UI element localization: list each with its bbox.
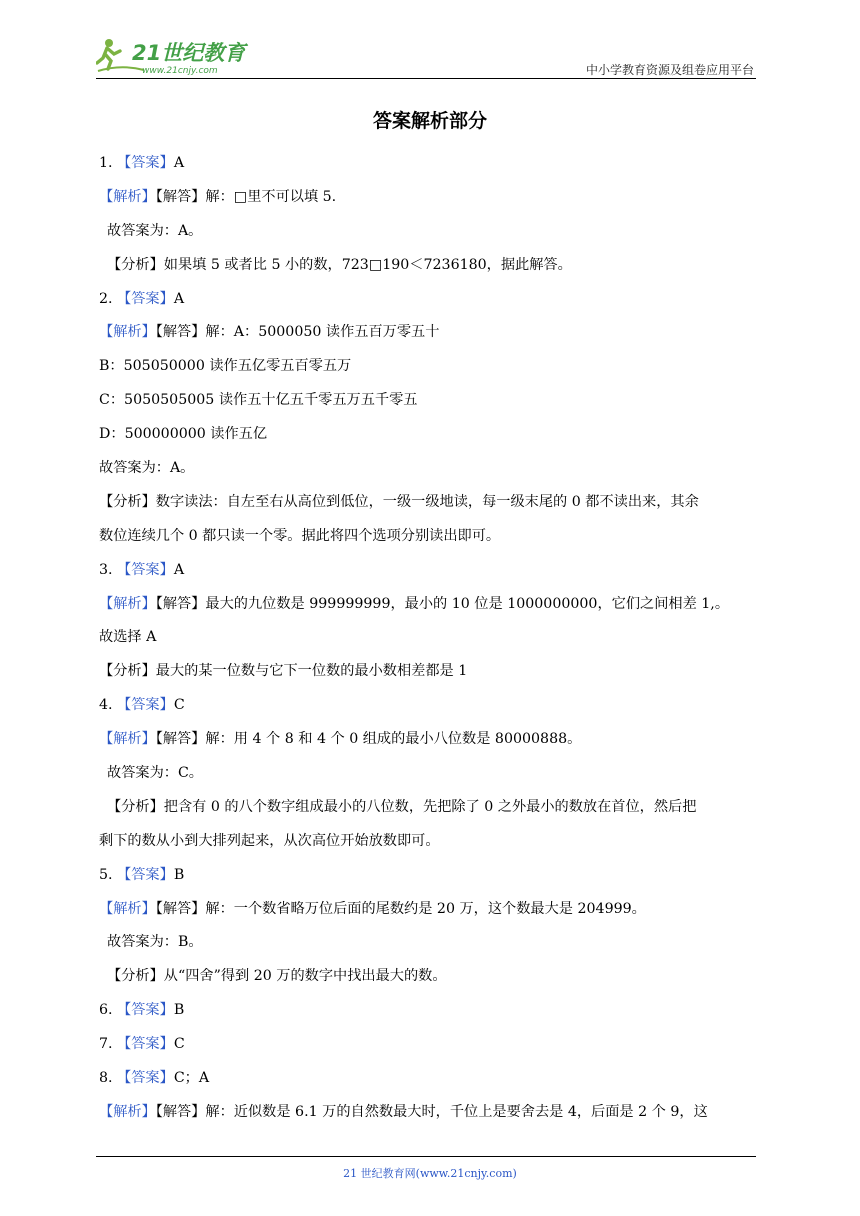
question-number: 5. bbox=[99, 866, 118, 883]
answer-line bbox=[99, 418, 759, 452]
line-text: 解：用 4 个 8 和 4 个 0 组成的最小八位数是 80000888。 bbox=[205, 731, 582, 748]
logo-21cnjy bbox=[96, 36, 261, 76]
answer-line bbox=[99, 215, 759, 249]
answer-tag: 【答案】 bbox=[117, 866, 174, 883]
answer-line bbox=[99, 384, 759, 418]
answer-line bbox=[99, 723, 759, 757]
line-text: A bbox=[173, 155, 185, 171]
analysis-tag: 【解析】 bbox=[99, 324, 156, 341]
analysis-tag: 【解析】 bbox=[99, 731, 156, 748]
line-text: B bbox=[173, 866, 185, 883]
answer-line bbox=[99, 283, 759, 317]
answer-tag: 【答案】 bbox=[117, 1070, 174, 1087]
answer-line bbox=[99, 893, 759, 927]
line-text: 故答案为：C。 bbox=[107, 765, 203, 782]
answer-line bbox=[99, 960, 759, 994]
answer-tag: 【答案】 bbox=[117, 290, 174, 307]
answer-tag: 【答案】 bbox=[117, 697, 174, 714]
answer-line bbox=[99, 554, 759, 588]
solution-tag: 【解答】 bbox=[155, 595, 206, 612]
platform-name: 中小学教育资源及组卷应用平台 bbox=[585, 63, 754, 77]
reasoning-tag: 【分析】 bbox=[99, 663, 156, 680]
svg-text:21世纪教育: 21世纪教育 bbox=[132, 41, 246, 65]
line-text: C：5050505005 读作五十亿五千零五万五千零五 bbox=[99, 392, 418, 409]
line-text: 把含有 0 的八个数字组成最小的八位数，先把除了 0 之外最小的数放在首位，然后把 bbox=[163, 798, 697, 815]
line-text: 故答案为：A。 bbox=[99, 460, 195, 477]
line-text: 故选择 A bbox=[99, 629, 157, 646]
page-title: 答案解析部分 bbox=[372, 110, 487, 132]
line-text: B bbox=[173, 1002, 185, 1019]
line-text: C bbox=[173, 697, 185, 714]
answer-tag: 【答案】 bbox=[117, 1002, 174, 1019]
line-text: 最大的某一位数与它下一位数的最小数相差都是 1 bbox=[155, 663, 468, 680]
line-text: 解：□里不可以填 5. bbox=[205, 188, 337, 205]
answer-line bbox=[99, 249, 759, 283]
answer-line bbox=[99, 994, 759, 1028]
line-text: 最大的九位数是 999999999，最小的 10 位是 1000000000，它们之间相差 1,。 bbox=[205, 595, 730, 612]
header-divider bbox=[96, 78, 756, 79]
question-number: 4. bbox=[99, 697, 118, 714]
answer-line bbox=[99, 316, 759, 350]
answer-line bbox=[99, 588, 759, 622]
answer-line bbox=[99, 486, 759, 520]
page-header bbox=[96, 30, 756, 80]
line-text: 从“四舍”得到 20 万的数字中找出最大的数。 bbox=[163, 968, 447, 985]
answer-list bbox=[99, 147, 759, 1130]
solution-tag: 【解答】 bbox=[155, 324, 206, 341]
footer-divider bbox=[96, 1156, 756, 1157]
line-text: 解：近似数是 6.1 万的自然数最大时，千位上是要舍去是 4，后面是 2 个 9，这 bbox=[205, 1103, 708, 1120]
answer-line bbox=[99, 147, 759, 181]
solution-tag: 【解答】 bbox=[155, 900, 206, 917]
answer-line bbox=[99, 689, 759, 723]
answer-line bbox=[99, 825, 759, 859]
answer-line bbox=[99, 791, 759, 825]
analysis-tag: 【解析】 bbox=[99, 900, 156, 917]
answer-line bbox=[99, 655, 759, 689]
analysis-tag: 【解析】 bbox=[99, 188, 156, 205]
line-text: 剩下的数从小到大排列起来，从次高位开始放数即可。 bbox=[99, 832, 440, 849]
answer-tag: 【答案】 bbox=[117, 561, 174, 578]
reasoning-tag: 【分析】 bbox=[107, 798, 164, 815]
line-text: 解：A：5000050 读作五百万零五十 bbox=[205, 324, 440, 341]
answer-line bbox=[99, 1062, 759, 1096]
line-text: C bbox=[173, 1036, 185, 1053]
line-text: A bbox=[173, 561, 185, 578]
question-number: 1. bbox=[99, 155, 118, 171]
line-text: A bbox=[173, 290, 185, 307]
question-number: 8. bbox=[99, 1070, 118, 1087]
line-text: 故答案为：A。 bbox=[107, 222, 203, 239]
line-text: 解：一个数省略万位后面的尾数约是 20 万，这个数最大是 204999。 bbox=[205, 900, 646, 917]
solution-tag: 【解答】 bbox=[155, 731, 206, 748]
reasoning-tag: 【分析】 bbox=[99, 493, 156, 510]
line-text: 如果填 5 或者比 5 小的数，723□190＜7236180，据此解答。 bbox=[163, 256, 572, 273]
line-text: D：500000000 读作五亿 bbox=[99, 426, 268, 443]
line-text: 数字读法：自左至右从高位到低位，一级一级地读，每一级末尾的 0 都不读出来，其余 bbox=[155, 493, 699, 510]
line-text: 故答案为：B。 bbox=[107, 934, 203, 951]
solution-tag: 【解答】 bbox=[155, 188, 206, 205]
solution-tag: 【解答】 bbox=[155, 1103, 206, 1120]
page-footer: 21 世纪教育网(www.21cnjy.com) bbox=[343, 1167, 517, 1180]
answer-tag: 【答案】 bbox=[117, 1036, 174, 1053]
question-number: 2. bbox=[99, 290, 118, 307]
answer-line bbox=[99, 926, 759, 960]
question-number: 7. bbox=[99, 1036, 118, 1053]
reasoning-tag: 【分析】 bbox=[107, 256, 164, 273]
reasoning-tag: 【分析】 bbox=[107, 968, 164, 985]
line-text: 数位连续几个 0 都只读一个零。据此将四个选项分别读出即可。 bbox=[99, 527, 501, 544]
answer-line bbox=[99, 350, 759, 384]
answer-line bbox=[99, 621, 759, 655]
line-text: C；A bbox=[173, 1070, 210, 1087]
analysis-tag: 【解析】 bbox=[99, 595, 156, 612]
line-text: B：505050000 读作五亿零五百零五万 bbox=[99, 358, 352, 375]
answer-line bbox=[99, 859, 759, 893]
answer-line bbox=[99, 1028, 759, 1062]
answer-line bbox=[99, 452, 759, 486]
answer-line bbox=[99, 1096, 759, 1130]
question-number: 3. bbox=[99, 561, 118, 578]
answer-line bbox=[99, 181, 759, 215]
answer-line bbox=[99, 757, 759, 791]
analysis-tag: 【解析】 bbox=[99, 1103, 156, 1120]
answer-tag: 【答案】 bbox=[117, 155, 174, 171]
question-number: 6. bbox=[99, 1002, 118, 1019]
svg-text:www.21cnjy.com: www.21cnjy.com bbox=[142, 66, 218, 76]
answer-line bbox=[99, 520, 759, 554]
